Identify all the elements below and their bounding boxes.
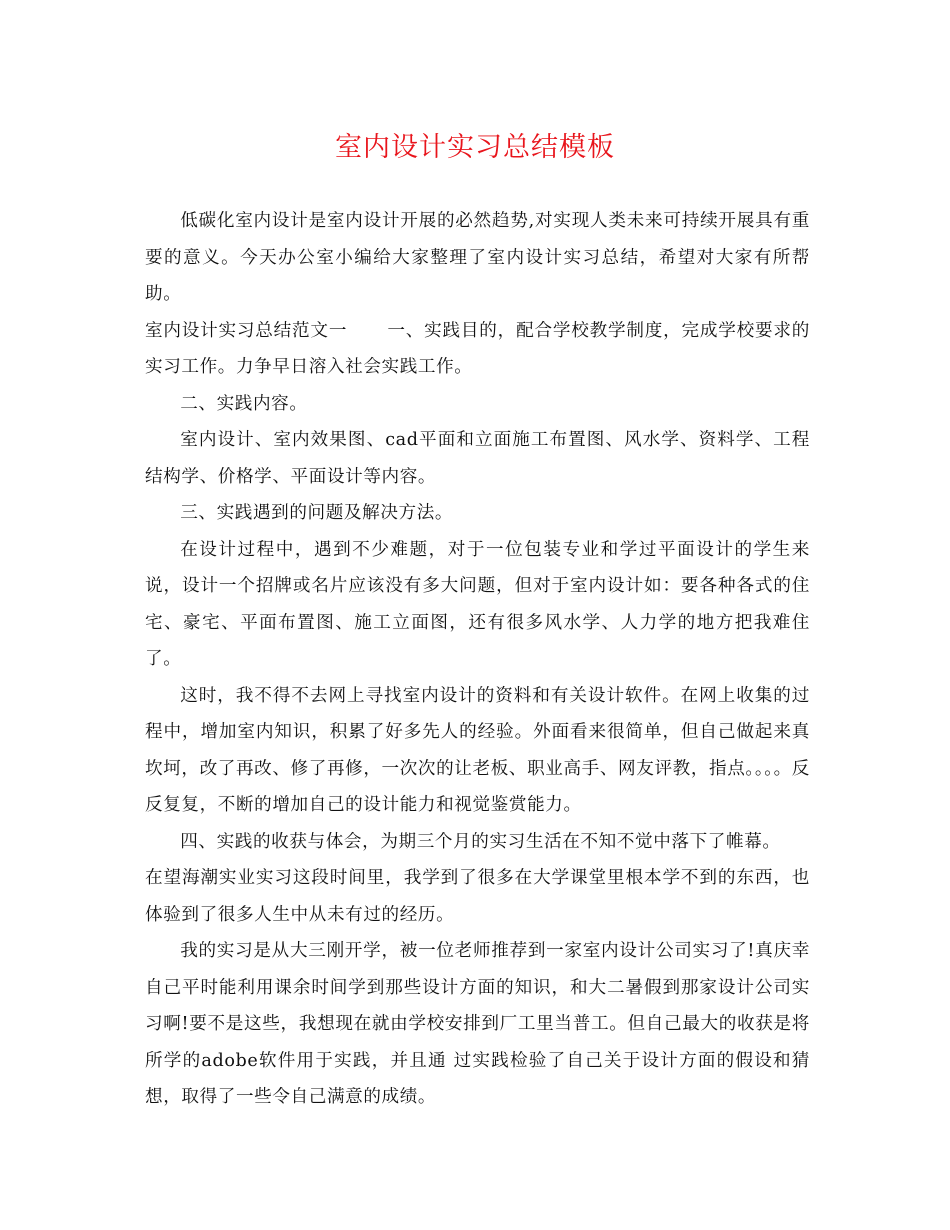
section-three-paragraph-1: 在设计过程中，遇到不少难题，对于一位包装专业和学过平面设计的学生来说，设计一个招牌或名片应该没有多大问题，但对于室内设计如：要各种各式的住宅、豪宅、平面布置图、施工立面图，还有很多风水学、人力学的地方把我难住了。 xyxy=(145,539,810,669)
section-one-label: 室内设计实习总结范文一 xyxy=(145,320,348,341)
section-two-content: 室内设计、室内效果图、cad平面和立面施工布置图、风水学、资料学、工程结构学、价格学、平面设计等内容。 xyxy=(145,430,810,487)
section-four-unindented: 在望海潮实业实习这段时间里，我学到了很多在大学课堂里根本学不到的东西，也体验到了很多人生中从未有过的经历。 xyxy=(145,868,810,925)
document-body xyxy=(145,203,810,1116)
section-two-heading: 二、实践内容。 xyxy=(180,393,308,414)
section-three-paragraph-2: 这时，我不得不去网上寻找室内设计的资料和有关设计软件。在网上收集的过程中，增加室内知识，积累了好多先人的经验。外面看来很简单，但自己做起来真坎坷，改了再改、修了再修，一次次的让老板、职业高手、网友评教，指点。。。。反反复复，不断的增加自己的设计能力和视觉鉴赏能力。 xyxy=(145,685,810,815)
section-three-heading: 三、实践遇到的问题及解决方法。 xyxy=(180,503,454,523)
section-four-heading: 四、实践的收获与体会，为期三个月的实习生活在不知不觉中落下了帷幕。 xyxy=(180,831,781,852)
section-one-paragraph xyxy=(145,313,810,386)
document-title: 室内设计实习总结模板 xyxy=(335,132,615,163)
section-one-text: 一、实践目的，配合学校教学制度，完成学校要求的实习工作。力争早日溶入社会实践工作。 xyxy=(145,320,810,377)
intro-paragraph: 低碳化室内设计是室内设计开展的必然趋势,对实现人类未来可持续开展具有重要的意义。今天办公室小编给大家整理了室内设计实习总结，希望对大家有所帮助。 xyxy=(145,211,810,304)
section-four-paragraph: 我的实习是从大三刚开学，被一位老师推荐到一家室内设计公司实习了!真庆幸自己平时能利用课余时间学到那些设计方面的知识，和大二暑假到那家设计公司实习啊!要不是这些，我想现在就由学校安排到厂工里当普工。但自己最大的收获是将所学的adobe软件用于实践，并且通 过实践检验了自己关于设计方面的假设和猜想，取得了一些令自己满意的成绩。 xyxy=(145,941,810,1107)
